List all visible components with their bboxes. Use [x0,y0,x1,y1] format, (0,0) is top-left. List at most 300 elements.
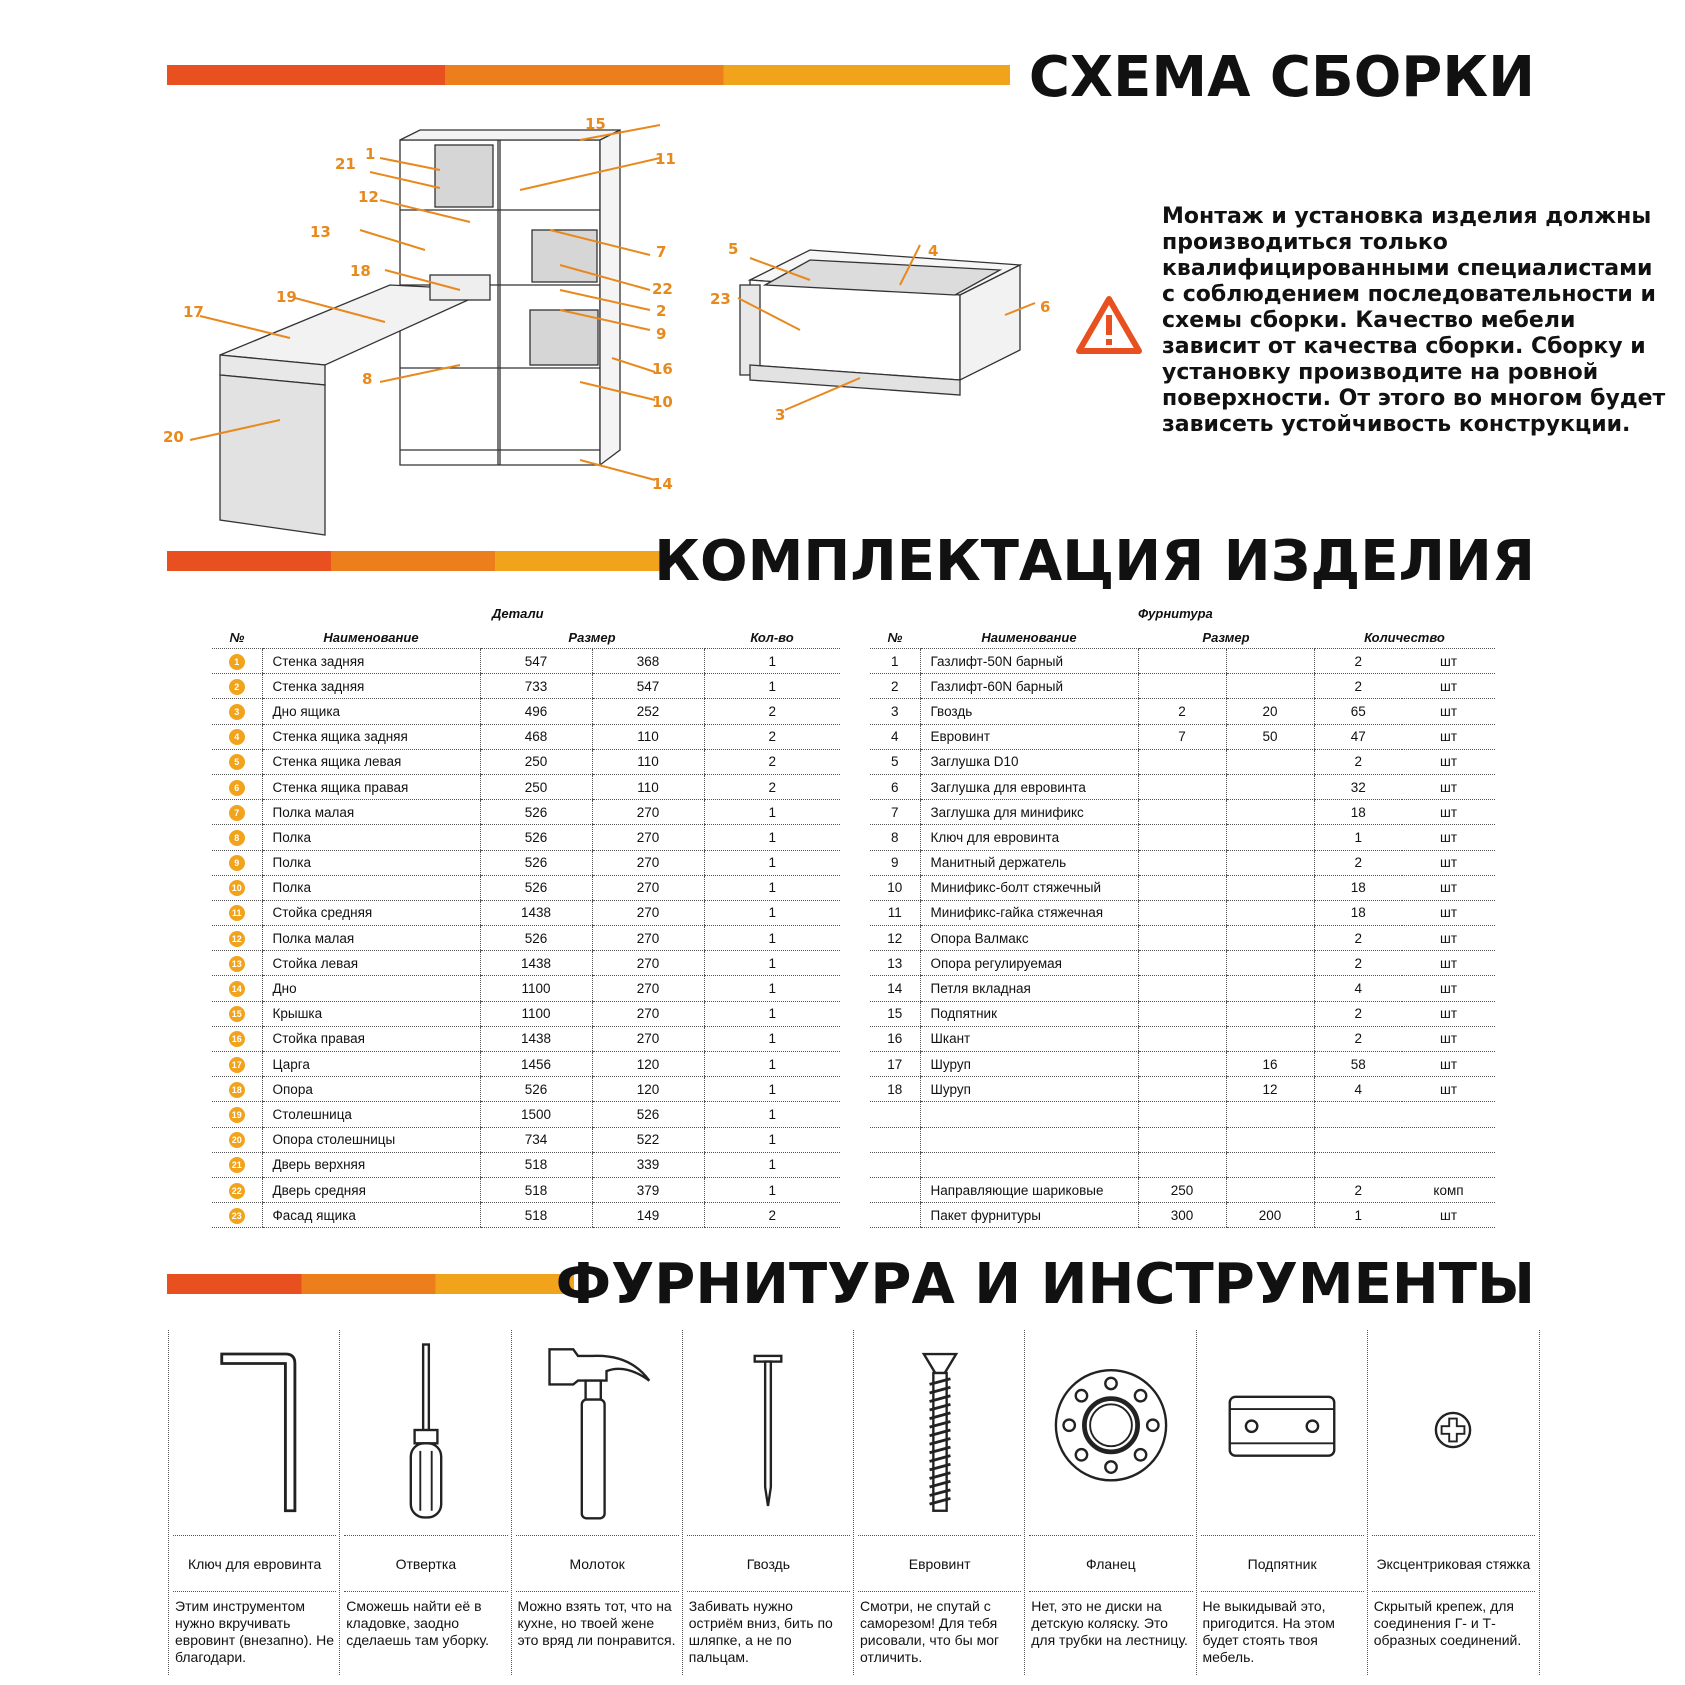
part-name: Полка малая [262,800,480,825]
quantity: 1 [704,649,840,674]
table-row [212,951,840,976]
row-number [870,1152,920,1177]
table-row [870,850,1495,875]
tool-description: Забивать нужно остриём вниз, бить по шляпке, а не по пальцам. [688,1598,833,1665]
row-number [212,1152,262,1177]
size-b: 110 [592,724,704,749]
size-b [1226,674,1314,699]
size-a: 518 [480,1203,592,1228]
row-number: 17 [870,1052,920,1077]
tool-card [1196,1330,1368,1675]
size-a [1138,1026,1226,1051]
size-b: 339 [592,1152,704,1177]
quantity: 1 [704,1152,840,1177]
unit [1402,1127,1495,1152]
table-row [870,1102,1495,1127]
diagram-label: 20 [163,428,184,446]
flange-icon [1025,1330,1196,1530]
diagram-label: 5 [728,240,739,258]
warning-text: Монтаж и установка изделия должны производиться только квалифицированными специалистами с соблюдением последовательности и схемы сборки. Качество мебели зависит от качества сборки. Сборку и установку производите на ровной поверхности. От этого во многом будет зависеть устойчивость конструкции. [1162,204,1666,437]
size-a [1138,1052,1226,1077]
row-number [212,825,262,850]
tool-description: Этим инструментом нужно вкручивать евровинт (внезапно). Не благодари. [175,1598,335,1665]
size-b: 120 [592,1052,704,1077]
table-row [870,800,1495,825]
table-row [212,1152,840,1177]
size-b [1226,1152,1314,1177]
assembly-diagram [160,110,1060,540]
unit: шт [1402,749,1495,774]
table-row [870,1026,1495,1051]
unit: шт [1402,1001,1495,1026]
item-name: Шуруп [920,1077,1138,1102]
row-number [212,1001,262,1026]
table-row [212,749,840,774]
table-row [870,1177,1495,1202]
number-badge: 12 [229,931,245,947]
table-row [212,900,840,925]
item-name: Газлифт-50N барный [920,649,1138,674]
part-name: Фасад ящика [262,1203,480,1228]
part-name: Полка [262,825,480,850]
hammer-icon [512,1330,683,1530]
quantity: 1 [704,951,840,976]
hardware-caption: Фурнитура [1138,606,1213,621]
item-name: Опора Валмакс [920,926,1138,951]
diagram-label: 3 [775,406,786,424]
col-qty: Количество [1314,626,1495,649]
row-number: 12 [870,926,920,951]
unit: комп [1402,1177,1495,1202]
warning-icon [1075,295,1143,355]
quantity [1314,1102,1402,1127]
quantity: 2 [1314,1177,1402,1202]
details-table [212,626,840,1228]
tool-name: Подпятник [1201,1535,1364,1592]
euroscrew-icon [854,1330,1025,1530]
number-badge: 6 [229,780,245,796]
quantity: 2 [704,724,840,749]
size-a: 526 [480,1077,592,1102]
tool-card [339,1330,511,1675]
part-name: Столешница [262,1102,480,1127]
unit: шт [1402,1203,1495,1228]
size-a [1138,674,1226,699]
table-row [212,1127,840,1152]
quantity: 47 [1314,724,1402,749]
item-name: Евровинт [920,724,1138,749]
table-row [870,900,1495,925]
row-number [212,926,262,951]
table-row [212,1077,840,1102]
size-b [1226,875,1314,900]
details-caption: Детали [492,606,544,621]
row-number [212,850,262,875]
item-name: Минификс-болт стяжечный [920,875,1138,900]
table-row [212,674,840,699]
quantity: 1 [704,900,840,925]
row-number [212,649,262,674]
row-number: 2 [870,674,920,699]
table-row [870,1203,1495,1228]
item-name: Минификс-гайка стяжечная [920,900,1138,925]
diagram-label: 9 [656,325,667,343]
number-badge: 15 [229,1006,245,1022]
quantity: 1 [704,1001,840,1026]
unit: шт [1402,724,1495,749]
unit: шт [1402,800,1495,825]
size-b: 110 [592,774,704,799]
row-number [212,875,262,900]
size-a: 733 [480,674,592,699]
size-b: 270 [592,850,704,875]
size-a: 734 [480,1127,592,1152]
size-a [1138,976,1226,1001]
row-number [212,800,262,825]
table-row [212,724,840,749]
size-a [1138,1102,1226,1127]
size-a: 1438 [480,1026,592,1051]
tool-card [1367,1330,1540,1675]
diagram-label: 12 [358,188,379,206]
tool-name: Фланец [1029,1535,1192,1592]
item-name: Шуруп [920,1052,1138,1077]
row-number: 16 [870,1026,920,1051]
size-a [1138,1152,1226,1177]
size-a: 526 [480,926,592,951]
part-name: Стойка средняя [262,900,480,925]
diagram-label: 11 [655,150,676,168]
size-a: 1500 [480,1102,592,1127]
size-b: 12 [1226,1077,1314,1102]
quantity: 1 [704,1052,840,1077]
table-row [212,825,840,850]
table-row [870,1152,1495,1177]
number-badge: 8 [229,830,245,846]
quantity: 2 [1314,1026,1402,1051]
row-number: 9 [870,850,920,875]
diagram-label: 21 [335,155,356,173]
part-name: Дно [262,976,480,1001]
item-name: Заглушка для евровинта [920,774,1138,799]
part-name: Дверь средняя [262,1177,480,1202]
part-name: Дно ящика [262,699,480,724]
tool-description: Скрытый крепеж, для соединения Г- и Т-образных соединений. [1373,1598,1522,1648]
size-b [1226,1127,1314,1152]
quantity: 2 [704,699,840,724]
accent-bar [167,551,664,571]
unit: шт [1402,674,1495,699]
item-name: Газлифт-60N барный [920,674,1138,699]
row-number: 5 [870,749,920,774]
row-number: 10 [870,875,920,900]
size-a: 7 [1138,724,1226,749]
size-a: 1100 [480,976,592,1001]
size-b: 270 [592,825,704,850]
size-a [1138,1001,1226,1026]
row-number [212,674,262,699]
quantity: 32 [1314,774,1402,799]
row-number [212,1052,262,1077]
size-b [1226,976,1314,1001]
quantity: 2 [1314,749,1402,774]
tools-title: ФУРНИТУРА И ИНСТРУМЕНТЫ [555,1252,1535,1317]
table-row [870,825,1495,850]
tool-description: Сможешь найти её в кладовке, заодно сделаешь там уборку. [346,1598,489,1648]
cam-lock-icon [1368,1330,1539,1530]
col-name: Наименование [262,626,480,649]
size-a [1138,850,1226,875]
tool-card [511,1330,683,1675]
diagram-label: 16 [652,360,673,378]
size-b: 270 [592,1026,704,1051]
row-number [212,724,262,749]
row-number: 1 [870,649,920,674]
size-a: 300 [1138,1203,1226,1228]
row-number [212,951,262,976]
unit: шт [1402,875,1495,900]
row-number [212,749,262,774]
size-b [1226,926,1314,951]
number-badge: 19 [229,1107,245,1123]
col-size: Размер [480,626,704,649]
size-a: 468 [480,724,592,749]
row-number: 4 [870,724,920,749]
size-b [1226,850,1314,875]
row-number [212,976,262,1001]
quantity: 1 [704,1177,840,1202]
row-number: 15 [870,1001,920,1026]
size-b [1226,1001,1314,1026]
quantity: 2 [1314,926,1402,951]
table-row [212,699,840,724]
size-b: 270 [592,976,704,1001]
part-name: Опора столешницы [262,1127,480,1152]
item-name [920,1102,1138,1127]
diagram-label: 19 [276,288,297,306]
quantity: 18 [1314,900,1402,925]
row-number: 3 [870,699,920,724]
table-row [870,1077,1495,1102]
quantity: 2 [1314,850,1402,875]
size-b: 50 [1226,724,1314,749]
tools-grid [168,1330,1538,1675]
size-a: 526 [480,800,592,825]
table-row [870,951,1495,976]
size-a [1138,1077,1226,1102]
quantity: 2 [1314,649,1402,674]
table-row [212,1177,840,1202]
size-a: 2 [1138,699,1226,724]
size-a: 526 [480,875,592,900]
part-name: Стенка задняя [262,674,480,699]
item-name: Подпятник [920,1001,1138,1026]
col-size: Размер [1138,626,1314,649]
quantity: 65 [1314,699,1402,724]
col-no: № [212,626,262,649]
diagram-label: 18 [350,262,371,280]
table-row [870,724,1495,749]
table-row [212,774,840,799]
part-name: Крышка [262,1001,480,1026]
table-row [212,1052,840,1077]
quantity: 2 [704,1203,840,1228]
unit [1402,1152,1495,1177]
table-row [870,1001,1495,1026]
size-b: 270 [592,1001,704,1026]
row-number [212,1026,262,1051]
quantity: 4 [1314,976,1402,1001]
unit: шт [1402,1077,1495,1102]
table-row [870,674,1495,699]
row-number [870,1127,920,1152]
size-b: 270 [592,875,704,900]
scheme-title: СХЕМА СБОРКИ [1028,45,1535,110]
quantity: 2 [1314,674,1402,699]
row-number [870,1102,920,1127]
row-number [212,900,262,925]
unit: шт [1402,699,1495,724]
table-row [212,1026,840,1051]
row-number [870,1177,920,1202]
table-row [212,800,840,825]
tool-card [168,1330,340,1675]
table-row [870,1052,1495,1077]
table-row [870,774,1495,799]
size-b: 16 [1226,1052,1314,1077]
unit: шт [1402,850,1495,875]
size-b: 522 [592,1127,704,1152]
part-name: Полка [262,850,480,875]
quantity: 2 [704,774,840,799]
quantity: 1 [704,875,840,900]
quantity: 1 [704,850,840,875]
unit: шт [1402,1026,1495,1051]
item-name [920,1127,1138,1152]
part-name: Полка малая [262,926,480,951]
number-badge: 21 [229,1157,245,1173]
table-row [870,976,1495,1001]
row-number: 18 [870,1077,920,1102]
table-row [212,1203,840,1228]
tool-description: Можно взять тот, что на кухне, но твоей жене это вряд ли понравится. [517,1598,676,1648]
quantity: 18 [1314,800,1402,825]
item-name: Заглушка для минификс [920,800,1138,825]
row-number [212,699,262,724]
tool-name: Отвертка [344,1535,507,1592]
size-a [1138,800,1226,825]
tool-name: Эксцентриковая стяжка [1372,1535,1535,1592]
item-name: Ключ для евровинта [920,825,1138,850]
unit: шт [1402,774,1495,799]
diagram-label: 6 [1040,298,1051,316]
contents-title: КОМПЛЕКТАЦИЯ ИЗДЕЛИЯ [654,529,1535,594]
col-qty: Кол-во [704,626,840,649]
item-name: Гвоздь [920,699,1138,724]
table-row [212,1102,840,1127]
size-b: 270 [592,951,704,976]
size-b [1226,1102,1314,1127]
diagram-label: 15 [585,115,606,133]
size-b [1226,1026,1314,1051]
size-b: 379 [592,1177,704,1202]
quantity: 4 [1314,1077,1402,1102]
part-name: Полка [262,875,480,900]
row-number: 6 [870,774,920,799]
size-a: 1438 [480,951,592,976]
tool-description: Нет, это не диски на детскую коляску. Это для трубки на лестницу. [1031,1598,1188,1648]
item-name: Шкант [920,1026,1138,1051]
size-b: 110 [592,749,704,774]
screwdriver-icon [340,1330,511,1530]
item-name: Петля вкладная [920,976,1138,1001]
size-a: 1100 [480,1001,592,1026]
size-b: 252 [592,699,704,724]
accent-bar [167,65,1010,85]
quantity: 1 [704,825,840,850]
number-badge: 17 [229,1057,245,1073]
quantity: 1 [704,1026,840,1051]
tool-card [853,1330,1025,1675]
size-a: 250 [480,749,592,774]
col-name: Наименование [920,626,1138,649]
size-b [1226,649,1314,674]
part-name: Стенка ящика правая [262,774,480,799]
item-name: Заглушка D10 [920,749,1138,774]
size-a: 518 [480,1152,592,1177]
item-name: Пакет фурнитуры [920,1203,1138,1228]
number-badge: 2 [229,679,245,695]
size-a [1138,1127,1226,1152]
row-number [212,1102,262,1127]
size-a: 250 [1138,1177,1226,1202]
quantity: 1 [704,800,840,825]
number-badge: 16 [229,1031,245,1047]
row-number [870,1203,920,1228]
unit: шт [1402,926,1495,951]
table-row [870,1127,1495,1152]
part-name: Стойка левая [262,951,480,976]
quantity: 58 [1314,1052,1402,1077]
unit: шт [1402,951,1495,976]
part-name: Стойка правая [262,1026,480,1051]
size-b [1226,774,1314,799]
tool-name: Евровинт [858,1535,1021,1592]
quantity: 2 [704,749,840,774]
diagram-label: 23 [710,290,731,308]
diagram-label: 7 [656,243,667,261]
size-a [1138,900,1226,925]
table-row [212,976,840,1001]
number-badge: 18 [229,1082,245,1098]
nail-icon [683,1330,854,1530]
size-b: 368 [592,649,704,674]
unit: шт [1402,649,1495,674]
item-name: Направляющие шариковые [920,1177,1138,1202]
number-badge: 23 [229,1208,245,1224]
item-name: Опора регулируемая [920,951,1138,976]
row-number: 8 [870,825,920,850]
size-b [1226,951,1314,976]
row-number: 11 [870,900,920,925]
size-a [1138,875,1226,900]
tool-description: Смотри, не спутай с саморезом! Для тебя рисовали, что бы мог отличить. [860,1598,1000,1665]
table-row [870,749,1495,774]
size-b: 149 [592,1203,704,1228]
number-badge: 1 [229,654,245,670]
size-a: 526 [480,850,592,875]
table-row [212,649,840,674]
